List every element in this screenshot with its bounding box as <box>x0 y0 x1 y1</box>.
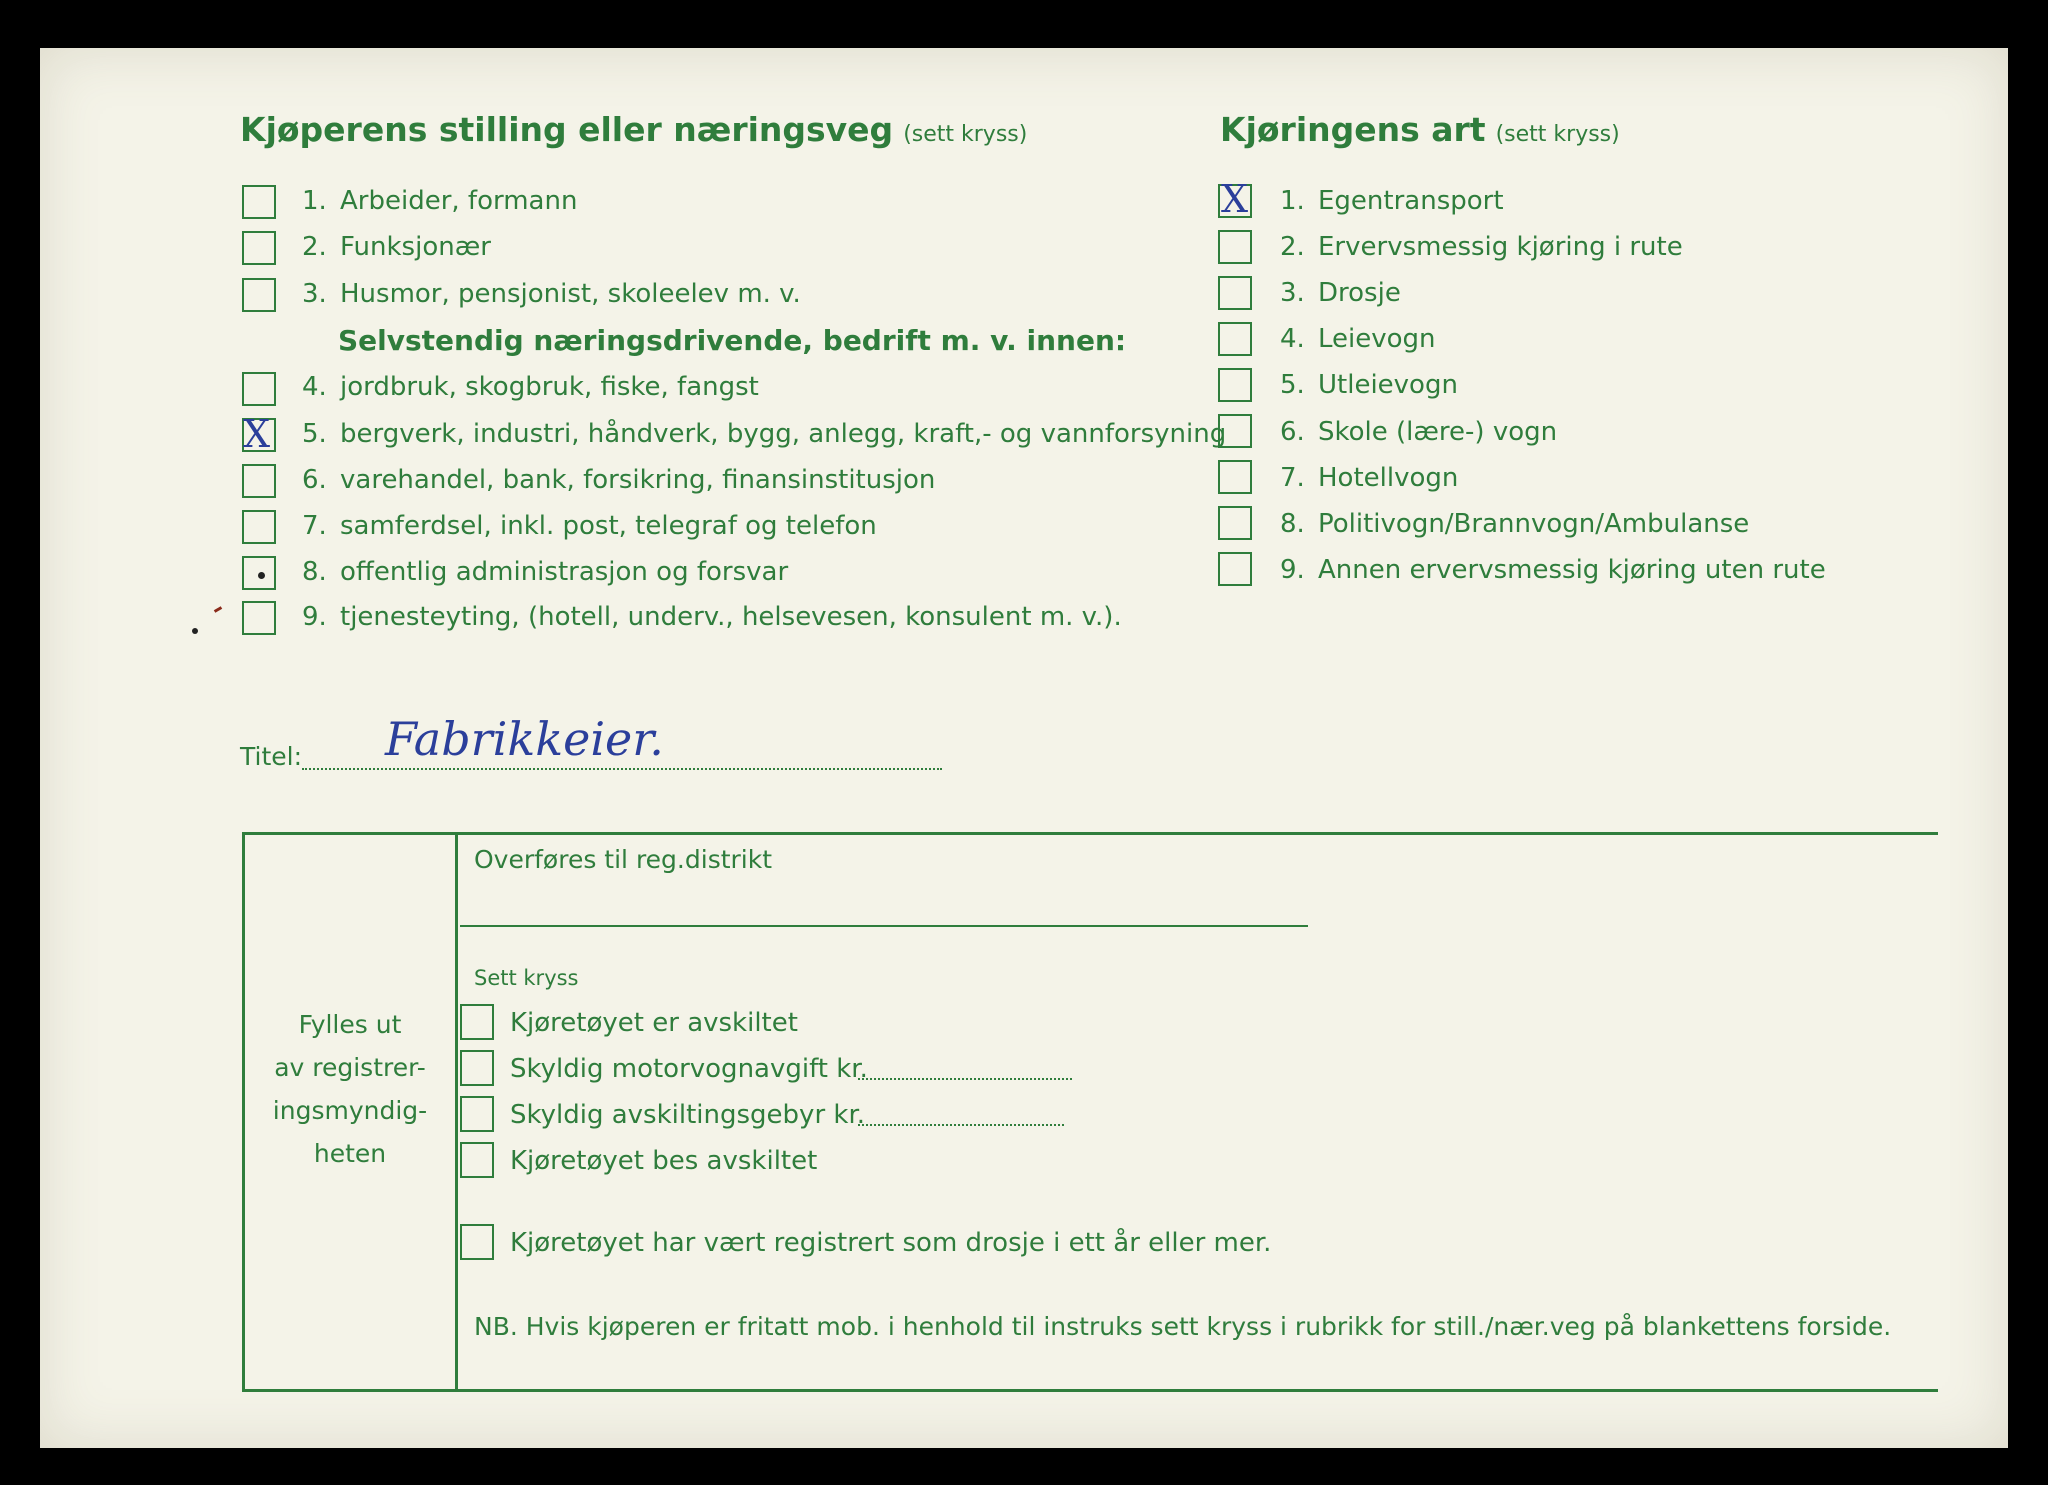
registration-check-label-4: Kjøretøyet bes avskiltet <box>510 1146 818 1176</box>
registration-checkbox-2[interactable] <box>460 1050 494 1086</box>
item-label: Annen ervervsmessig kjøring uten rute <box>1318 555 1826 585</box>
item-number: 1. <box>1280 186 1305 216</box>
side-label-line: av registrer- <box>274 1053 426 1082</box>
left-heading-note: (sett kryss) <box>903 122 1028 147</box>
occupation-checkbox-1[interactable] <box>242 185 276 219</box>
occupation-item-9 <box>302 602 1122 632</box>
driving-item-8 <box>1280 509 1749 539</box>
item-number: 2. <box>302 232 327 262</box>
self-employed-subheading: Selvstendig næringsdrivende, bedrift m. v. innen: <box>338 324 1127 357</box>
item-label: jordbruk, skogbruk, fiske, fangst <box>340 372 759 402</box>
item-number: 7. <box>1280 463 1305 493</box>
item-number: 4. <box>1280 324 1305 354</box>
occupation-item-3 <box>302 279 801 309</box>
item-number: 9. <box>1280 555 1305 585</box>
item-number: 5. <box>302 419 327 449</box>
driving-item-7 <box>1280 463 1458 493</box>
driving-item-9 <box>1280 555 1826 585</box>
registration-side-label <box>245 1003 455 1175</box>
driving-item-6 <box>1280 417 1557 447</box>
transfer-district-line[interactable] <box>460 925 1308 927</box>
plate-fee-dotted-line[interactable] <box>858 1124 1064 1126</box>
item-number: 7. <box>302 511 327 541</box>
title-label: Titel: <box>240 742 302 771</box>
occupation-checkbox-3[interactable] <box>242 278 276 312</box>
occupation-item-2 <box>302 232 491 262</box>
driving-checkbox-5[interactable] <box>1218 368 1252 402</box>
left-heading-text: Kjøperens stilling eller næringsveg <box>240 110 894 149</box>
registration-check-label-1: Kjøretøyet er avskiltet <box>510 1008 798 1038</box>
item-label: Leievogn <box>1318 324 1436 354</box>
motor-fee-dotted-line[interactable] <box>858 1078 1072 1080</box>
ink-dot <box>192 628 198 634</box>
registration-checkbox-5[interactable] <box>460 1224 494 1260</box>
item-label: Funksjonær <box>340 232 491 262</box>
driving-checkbox-8[interactable] <box>1218 506 1252 540</box>
item-label: samferdsel, inkl. post, telegraf og telefon <box>340 511 877 541</box>
driving-checkbox-6[interactable] <box>1218 414 1252 448</box>
item-number: 3. <box>1280 278 1305 308</box>
item-label: tjenesteyting, (hotell, underv., helsevesen, konsulent m. v.). <box>340 602 1122 632</box>
occupation-item-1 <box>302 186 577 216</box>
driving-item-1 <box>1280 186 1504 216</box>
item-label: Ervervsmessig kjøring i rute <box>1318 232 1683 262</box>
occupation-checkbox-4[interactable] <box>242 372 276 406</box>
item-label: varehandel, bank, forsikring, finansinstitusjon <box>340 465 936 495</box>
title-dotted-line <box>302 768 942 770</box>
item-label: bergverk, industri, håndverk, bygg, anlegg, kraft,- og vannforsyning <box>340 419 1227 449</box>
checkbox-cross-mark: X <box>243 412 271 456</box>
checkbox-cross-mark: X <box>1221 177 1249 221</box>
item-label: Politivogn/Brannvogn/Ambulanse <box>1318 509 1750 539</box>
occupation-checkbox-9[interactable] <box>242 601 276 635</box>
item-number: 4. <box>302 372 327 402</box>
occupation-checkbox-6[interactable] <box>242 464 276 498</box>
occupation-item-6 <box>302 465 935 495</box>
item-number: 5. <box>1280 370 1305 400</box>
occupation-item-8 <box>302 557 788 587</box>
driving-item-5 <box>1280 370 1458 400</box>
item-number: 3. <box>302 279 327 309</box>
box-bottom-border <box>242 1389 1938 1392</box>
item-label: Egentransport <box>1318 186 1504 216</box>
item-label: Utleievogn <box>1318 370 1458 400</box>
title-handwritten-value[interactable]: Fabrikkeier. <box>385 712 664 766</box>
occupation-checkbox-7[interactable] <box>242 510 276 544</box>
occupation-checkbox-2[interactable] <box>242 231 276 265</box>
item-label: Skole (lære-) vogn <box>1318 417 1558 447</box>
occupation-item-4 <box>302 372 759 402</box>
check-note: Sett kryss <box>474 966 579 990</box>
left-section-heading <box>240 110 1027 149</box>
driving-checkbox-9[interactable] <box>1218 552 1252 586</box>
driving-checkbox-4[interactable] <box>1218 322 1252 356</box>
side-label-line: heten <box>313 1139 387 1168</box>
item-number: 8. <box>1280 509 1305 539</box>
item-number: 8. <box>302 557 327 587</box>
driving-item-2 <box>1280 232 1683 262</box>
driving-item-3 <box>1280 278 1401 308</box>
item-number: 2. <box>1280 232 1305 262</box>
side-label-line: Fylles ut <box>298 1010 402 1039</box>
side-label-line: ingsmyndig- <box>272 1096 428 1125</box>
exemption-note: NB. Hvis kjøperen er fritatt mob. i henhold til instruks sett kryss i rubrikk for still./nær.veg på blankettens forside. <box>474 1312 1892 1341</box>
right-heading-text: Kjøringens art <box>1220 110 1486 149</box>
item-label: Arbeider, formann <box>340 186 578 216</box>
registration-checkbox-3[interactable] <box>460 1096 494 1132</box>
item-label: offentlig administrasjon og forsvar <box>340 557 789 587</box>
registration-check-label-2: Skyldig motorvognavgift kr. <box>510 1054 868 1084</box>
item-number: 1. <box>302 186 327 216</box>
right-section-heading <box>1220 110 1620 149</box>
right-heading-note: (sett kryss) <box>1495 122 1620 147</box>
box-divider <box>455 835 458 1392</box>
occupation-item-7 <box>302 511 877 541</box>
driving-checkbox-2[interactable] <box>1218 230 1252 264</box>
item-label: Drosje <box>1318 278 1401 308</box>
occupation-item-5 <box>302 419 1226 449</box>
item-label: Hotellvogn <box>1318 463 1459 493</box>
item-number: 9. <box>302 602 327 632</box>
transfer-district-label: Overføres til reg.distrikt <box>474 845 773 874</box>
registration-check-label-5: Kjøretøyet har vært registrert som drosje i ett år eller mer. <box>510 1228 1272 1258</box>
item-number: 6. <box>1280 417 1305 447</box>
driving-checkbox-7[interactable] <box>1218 460 1252 494</box>
registration-checkbox-4[interactable] <box>460 1142 494 1178</box>
box-top-border <box>242 832 1938 835</box>
driving-item-4 <box>1280 324 1436 354</box>
registration-checkbox-1[interactable] <box>460 1004 494 1040</box>
item-number: 6. <box>302 465 327 495</box>
driving-checkbox-3[interactable] <box>1218 276 1252 310</box>
registration-check-label-3: Skyldig avskiltingsgebyr kr. <box>510 1100 866 1130</box>
item-label: Husmor, pensjonist, skoleelev m. v. <box>340 279 801 309</box>
ink-dot <box>258 572 265 579</box>
